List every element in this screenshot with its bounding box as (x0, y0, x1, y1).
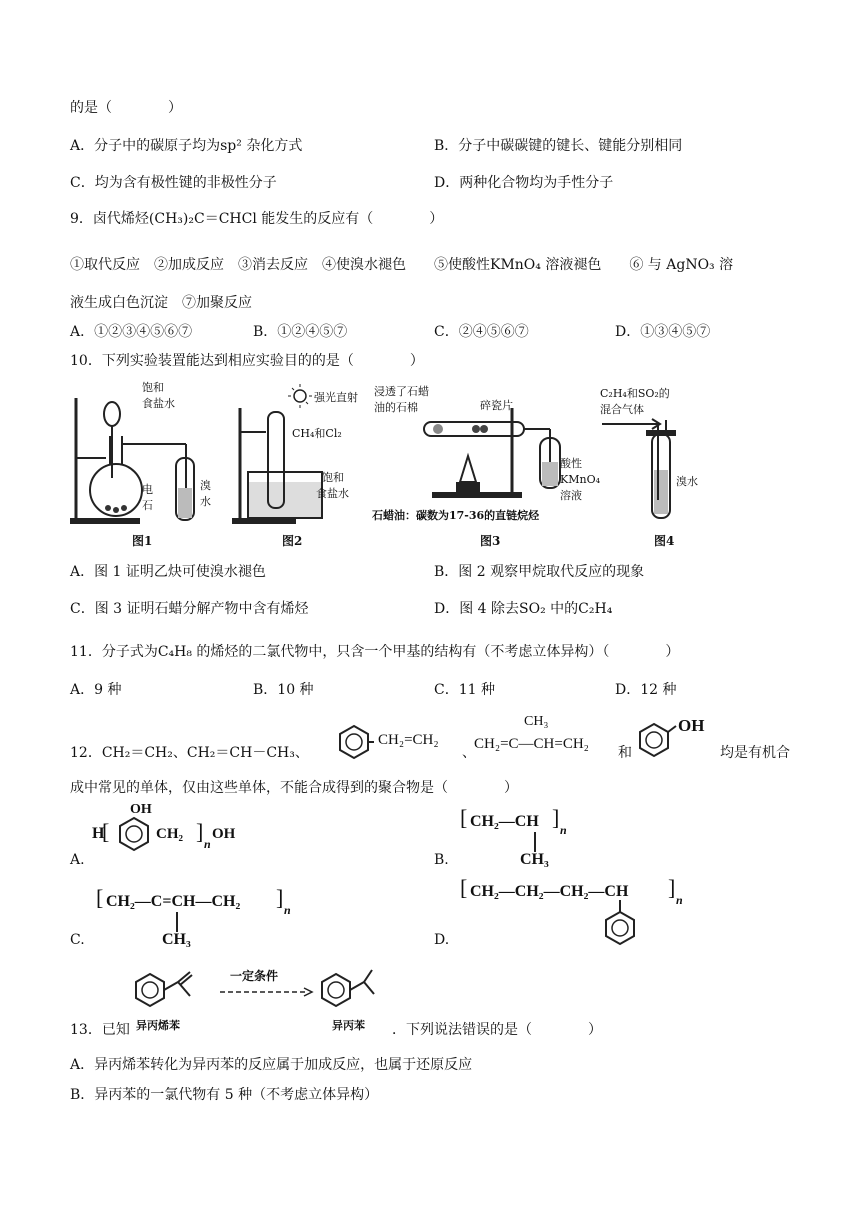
fig1-label-calcium-carbide-1: 电 (142, 483, 153, 496)
fig1-label-bromine-water-2: 水 (200, 495, 211, 508)
fig3-label-porcelain: 碎瓷片 (480, 399, 513, 412)
fig3-label-soaked-2: 油的石棉 (374, 401, 418, 414)
fig4-label-bromine-water: 溴水 (676, 475, 698, 488)
q12-option-d-structure: [ CH₂—CH₂—CH₂—CH ] n (460, 876, 700, 952)
q12-option-c-structure: [ CH₂—C=CH—CH₂ ] n CH₃ (96, 885, 291, 948)
q12-stem-line2: 成中常见的单体，仅由这些单体，不能合成得到的聚合物是（ ） (70, 780, 518, 796)
q13-right-name: 异丙苯 (332, 1019, 365, 1032)
q9-option-d: D．①③④⑤⑦ (615, 324, 711, 340)
q8-stem-tail: 的是（ ） (70, 100, 182, 116)
option-a-h: H (92, 825, 105, 842)
isoprene-methyl: CH₃ (524, 714, 549, 729)
figure-1-acetylene-apparatus (68, 378, 228, 548)
fig2-label-saturated: 饱和 (322, 471, 344, 484)
option-d-n: n (676, 893, 683, 907)
q12-option-b-label: B. (434, 852, 449, 868)
fig3-note: 石蜡油：碳数为17-36的直链烷烃 (372, 509, 540, 522)
option-b-n: n (560, 823, 567, 837)
q9-option-a: A．①②③④⑤⑥⑦ (70, 324, 193, 340)
fig3-label-kmno4: KMnO₄ (560, 473, 600, 486)
q11-option-b: B．10 种 (253, 682, 314, 698)
figure-3-paraffin-cracking (372, 382, 602, 548)
option-c-main: CH₂—C=CH—CH₂ (106, 893, 241, 910)
q12-option-b-structure: [ CH₂—CH ] n CH₃ (460, 805, 567, 868)
q9-items-line1: ①取代反应 ②加成反应 ③消去反应 ④使溴水褪色 ⑤使酸性KMnO₄ 溶液褪色 ⑥ 与 AgNO₃ 溶 (70, 257, 734, 273)
q13-option-a: A．异丙烯苯转化为异丙苯的反应属于加成反应，也属于还原反应 (70, 1057, 473, 1073)
fig3-caption: 图3 (480, 534, 501, 548)
fig2-label-strong-light: 强光直射 (314, 391, 358, 404)
q12-stem-end: 均是有机合 (720, 745, 790, 761)
fig3-label-solution: 溶液 (560, 489, 582, 502)
fig2-label-ch4-cl2: CH₄和Cl₂ (292, 427, 342, 440)
isopropylbenzene-structure-icon (316, 968, 396, 1012)
q10-option-b: B．图 2 观察甲烷取代反应的现象 (434, 564, 645, 580)
q13-reaction-scheme (126, 966, 386, 1032)
isopropenylbenzene-structure-icon (130, 968, 210, 1012)
q10-stem: 10．下列实验装置能达到相应实验目的的是（ ） (70, 353, 424, 369)
q8-option-b: B．分子中碳碳键的键长、键能分别相同 (434, 138, 683, 154)
fig2-caption: 图2 (282, 534, 303, 548)
option-a-oh-top: OH (130, 802, 152, 817)
option-c-sub: CH₃ (162, 931, 191, 948)
q12-stem-start: 12．CH₂＝CH₂、CH₂＝CH－CH₃、 (70, 745, 309, 761)
q12-monomer-styrene (334, 722, 464, 762)
q12-option-c-label: C. (70, 932, 85, 948)
fig1-label-bromine-water-1: 溴 (200, 479, 211, 492)
q13-stem: ．下列说法错误的是（ ） (392, 1022, 602, 1038)
q8-option-a: A．分子中的碳原子均为sp² 杂化方式 (70, 138, 303, 154)
q13-lead: 13．已知 (70, 1022, 130, 1038)
q12-separator: 、 (462, 745, 476, 761)
reaction-arrow-icon (220, 986, 316, 998)
q12-option-a-label: A. (70, 852, 85, 868)
q8-option-c: C．均为含有极性键的非极性分子 (70, 175, 277, 191)
figure-2-methane-substitution (230, 382, 370, 548)
fig4-caption: 图4 (654, 534, 675, 548)
q11-option-a: A．9 种 (70, 682, 122, 698)
figure-4-gas-washing (600, 387, 720, 548)
option-c-n: n (284, 903, 291, 917)
fig4-label-gas-1: C₂H₄和SO₂的 (600, 387, 670, 400)
q12-and: 和 (618, 745, 632, 761)
q9-stem: 9．卤代烯烃(CH₃)₂C＝CHCl 能发生的反应有（ ） (70, 211, 444, 227)
fig3-label-soaked-1: 浸透了石蜡 (374, 385, 429, 398)
option-d-main: CH₂—CH₂—CH₂—CH (470, 883, 629, 900)
q10-option-d: D．图 4 除去SO₂ 中的C₂H₄ (434, 601, 613, 617)
q12-option-d-label: D. (434, 932, 450, 948)
phenol-oh: OH (678, 716, 705, 735)
fig3-label-acidic: 酸性 (560, 457, 582, 470)
fig2-label-brine: 食盐水 (316, 487, 349, 500)
q9-option-b: B．①②④⑤⑦ (253, 324, 348, 340)
fig1-caption: 图1 (132, 534, 153, 548)
fig1-label-calcium-carbide-2: 石 (142, 499, 153, 512)
q8-option-d: D．两种化合物均为手性分子 (434, 175, 614, 191)
q13-arrow-label: 一定条件 (230, 969, 279, 983)
option-b-sub: CH₃ (520, 851, 549, 868)
q10-option-a: A．图 1 证明乙炔可使溴水褪色 (70, 564, 266, 580)
q13-left-name: 异丙烯苯 (136, 1019, 180, 1032)
option-a-oh-end: OH (212, 826, 236, 842)
option-a-ch2: CH₂ (156, 826, 183, 842)
q12-monomer-phenol (632, 716, 722, 764)
q13-option-b: B．异丙苯的一氯代物有 5 种（不考虑立体异构） (70, 1087, 379, 1103)
option-b-main: CH₂—CH (470, 813, 539, 830)
q9-items-line2: 液生成白色沉淀 ⑦加聚反应 (70, 295, 252, 311)
q12-monomer-isoprene (474, 712, 624, 762)
q11-stem: 11．分子式为C₄H₈ 的烯烃的二氯代物中，只含一个甲基的结构有（不考虑立体异构）（ ） (70, 644, 680, 660)
q9-option-c: C．②④⑤⑥⑦ (434, 324, 529, 340)
option-a-n: n (204, 837, 211, 851)
benzene-ring-icon (632, 716, 678, 762)
q10-option-c: C．图 3 证明石蜡分解产物中含有烯烃 (70, 601, 309, 617)
fig1-label-saturated: 饱和 (142, 381, 164, 394)
fig1-label-brine: 食盐水 (142, 397, 175, 410)
styrene-vinyl-group: CH₂=CH₂ (378, 732, 439, 748)
isoprene-chain: CH₂=C—CH=CH₂ (474, 736, 589, 752)
benzene-ring-icon (600, 900, 640, 952)
q11-option-c: C．11 种 (434, 682, 495, 698)
benzene-ring-icon (334, 722, 374, 762)
q11-option-d: D．12 种 (615, 682, 677, 698)
fig4-label-gas-2: 混合气体 (600, 403, 644, 416)
q12-option-a-structure: H [ OH CH₂ ] n OH (92, 800, 262, 864)
